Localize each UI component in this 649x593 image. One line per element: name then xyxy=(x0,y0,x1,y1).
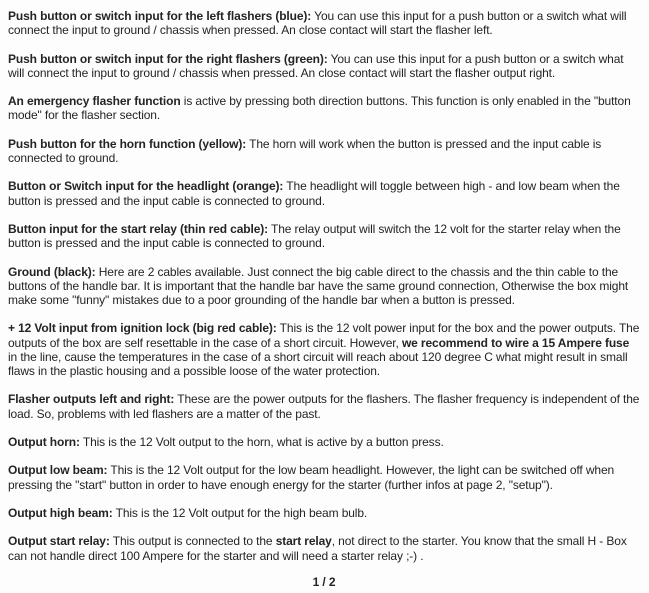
paragraph xyxy=(8,179,640,207)
paragraph xyxy=(8,392,640,420)
paragraph-text: The headlight will toggle between high - and low beam when the button is pressed and the input cable is connected to ground. xyxy=(8,179,620,208)
paragraph-text: You can use this input for a push button or a switch what will connect the input to ground / chassis when pressed. An close contact will start the flasher left. xyxy=(8,9,627,38)
paragraph xyxy=(8,9,640,37)
paragraph-bold-text: An emergency flasher function xyxy=(8,94,181,109)
paragraph-bold-text: Ground (black): xyxy=(8,264,96,279)
page-number: 1 / 2 xyxy=(312,574,336,589)
paragraph-text: Here are 2 cables available. Just connect the big cable direct to the chassis and the thin cable to the buttons of the handle bar. It is important that the handle bar have the same ground connection, Otherwise the box might make some "funny" mistakes due to a poor grounding of the handle bar when a button is pressed. xyxy=(8,264,629,307)
paragraph-text: The horn will work when the button is pressed and the input cable is connected to ground. xyxy=(8,136,602,165)
paragraph-text: This is the 12 Volt output for the high beam bulb. xyxy=(112,505,368,520)
paragraph-text: This output is connected to the xyxy=(109,534,276,549)
paragraph xyxy=(8,222,640,250)
paragraph-text: This is the 12 volt power input for the box and the power outputs. The outputs of the box are self resettable in the case of a short circuit. However, xyxy=(8,321,640,350)
paragraph-text: This is the 12 Volt output to the horn, what is active by a button press. xyxy=(79,434,444,449)
paragraph-bold-text: Output low beam: xyxy=(8,463,108,478)
paragraph-bold-text: Push button or switch input for the left flashers (blue): xyxy=(8,9,312,23)
paragraph-text: is active by pressing both direction buttons. This function is only enabled in the "button mode" for the flasher section. xyxy=(8,94,631,123)
paragraph-bold-text: Flasher outputs left and right: xyxy=(8,392,175,407)
paragraph xyxy=(8,321,640,378)
paragraph-bold-text: + 12 Volt input from ignition lock (big red cable): xyxy=(8,321,277,336)
paragraph xyxy=(8,463,640,491)
paragraph-bold-text: Output horn: xyxy=(8,434,80,449)
paragraph xyxy=(8,52,640,80)
paragraph xyxy=(8,534,640,562)
paragraph-bold-text: Push button for the horn function (yellow): xyxy=(8,136,247,151)
paragraph-bold-text: start relay xyxy=(275,534,332,549)
paragraph-bold-text: Output high beam: xyxy=(8,505,113,520)
paragraph xyxy=(8,435,640,449)
paragraph xyxy=(8,506,640,520)
paragraph xyxy=(8,137,640,165)
paragraph-bold-text: Button input for the start relay (thin red cable): xyxy=(8,221,269,236)
paragraph-bold-text: we recommend to wire a 15 Ampere fuse xyxy=(401,335,630,350)
paragraph-text: This is the 12 Volt output for the low beam headlight. However, the light can be switched off when pressing the "start" button in order to have enough energy for the starter (further infos at page 2, "setup"). xyxy=(8,463,615,492)
paragraph-bold-text: Output start relay: xyxy=(8,534,110,549)
paragraph-text: You can use this input for a push button or a switch what will connect the input to ground / chassis when pressed. An close contact will start the flasher output right. xyxy=(8,51,624,80)
paragraph-text: , not direct to the starter. You know that the small H - Box can not handle direct 100 Ampere for the starter and will need a starter relay ;-) . xyxy=(8,534,627,563)
paragraph xyxy=(8,94,640,122)
paragraph-bold-text: Push button or switch input for the right flashers (green): xyxy=(8,51,328,66)
paragraph-text: in the line, cause the temperatures in the case of a short circuit will reach about 120 degree C what might result in small flaws in the plastic housing and a possible loose of the water protection. xyxy=(8,349,628,378)
paragraph-text: These are the power outputs for the flashers. The flasher frequency is independent of the load. So, problems with led flashers are a matter of the past. xyxy=(8,392,640,421)
paragraph-bold-text: Button or Switch input for the headlight (orange): xyxy=(8,179,284,194)
document-body xyxy=(8,9,640,563)
paragraph xyxy=(8,265,640,308)
paragraph-text: The relay output will switch the 12 volt for the starter relay when the button is pressed and the input cable is connected to ground. xyxy=(8,221,621,251)
